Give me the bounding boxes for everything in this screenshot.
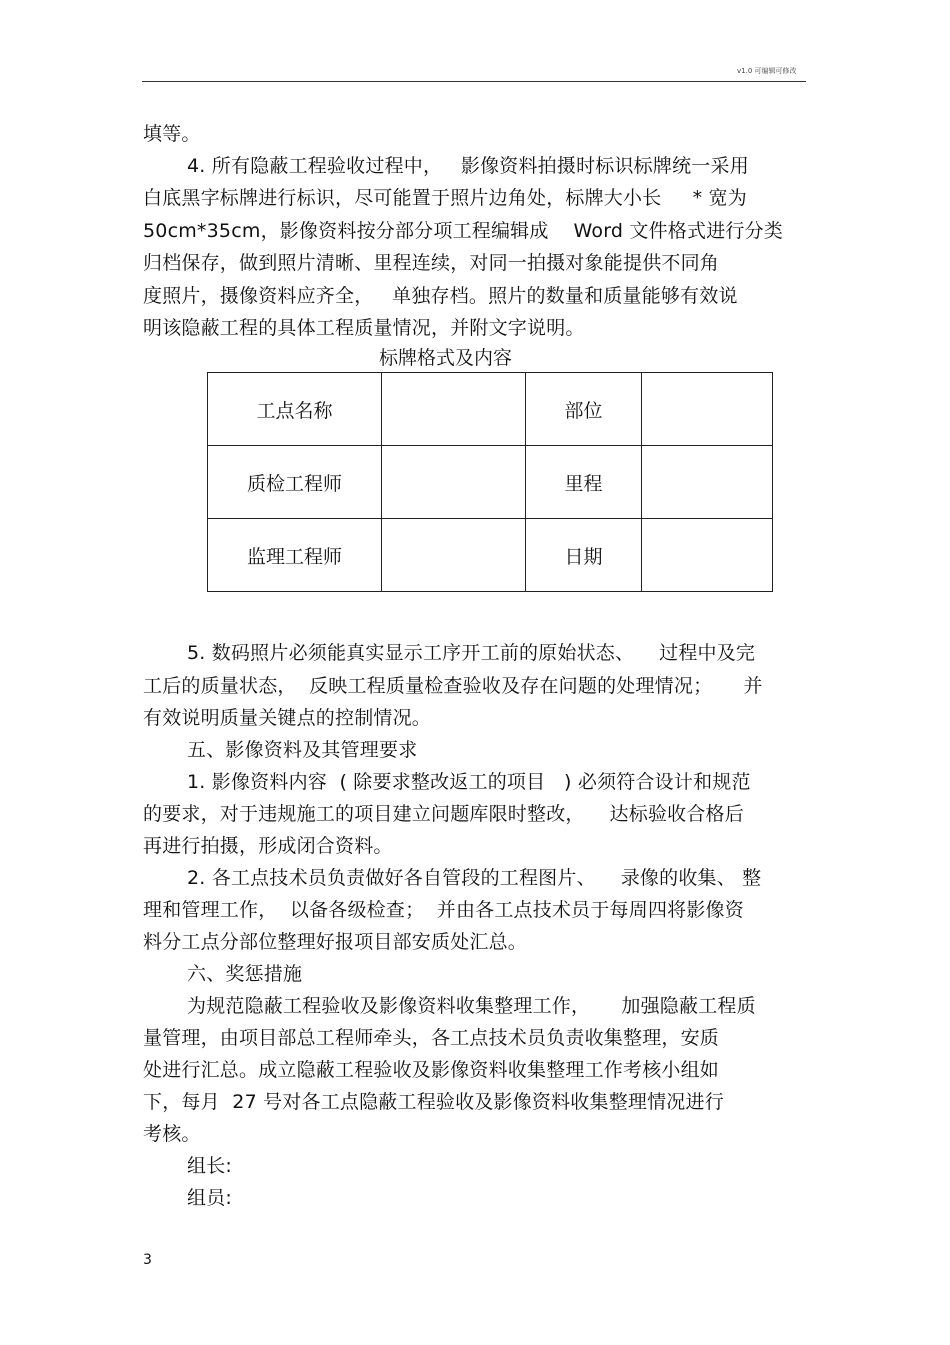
table-cell-blank (382, 446, 526, 519)
text-line: 的要求，对于违规施工的项目建立问题库限时整改， 达标验收合格后 (143, 803, 744, 825)
header-divider (142, 81, 806, 82)
table-cell-label: 工点名称 (208, 373, 382, 446)
page-number: 3 (143, 1252, 152, 1268)
table-row (208, 446, 773, 519)
text-line: 50cm*35cm，影像资料按分部分项工程编辑成 Word 文件格式进行分类 (143, 220, 783, 242)
table-cell-blank (382, 519, 526, 592)
table-cell-blank (642, 446, 773, 519)
text-line: 5. 数码照片必须能真实显示工序开工前的原始状态、 过程中及完 (187, 642, 756, 664)
text-line: 考核。 (143, 1123, 201, 1145)
text-line: 2. 各工点技术员负责做好各自管段的工程图片、 录像的收集、 整 (187, 867, 762, 889)
text-line: 料分工点分部位整理好报项目部安质处汇总。 (143, 931, 528, 953)
group-leader-label: 组长: (187, 1155, 233, 1177)
text-line: 4. 所有隐蔽工程验收过程中， 影像资料拍摄时标识标牌统一采用 (187, 155, 749, 177)
text-line: 处进行汇总。成立隐蔽工程验收及影像资料收集整理工作考核小组如 (143, 1059, 720, 1081)
table-cell-label: 监理工程师 (208, 519, 382, 592)
text-line: 理和管理工作， 以备各级检查； 并由各工点技术员于每周四将影像资 (143, 899, 744, 921)
text-line: 度照片，摄像资料应齐全， 单独存档。照片的数量和质量能够有效说 (143, 285, 738, 307)
text-line: 1. 影像资料内容 ( 除要求整改返工的项目 ) 必须符合设计和规范 (187, 771, 751, 793)
text-line: 为规范隐蔽工程验收及影像资料收集整理工作， 加强隐蔽工程质 (187, 995, 756, 1017)
section-heading: 六、奖惩措施 (187, 963, 303, 985)
text-line: 明该隐蔽工程的具体工程质量情况，并附文字说明。 (143, 317, 585, 339)
table-cell-label: 部位 (526, 373, 642, 446)
table-cell-label: 质检工程师 (208, 446, 382, 519)
text-line: 量管理，由项目部总工程师牵头，各工点技术员负责收集整理，安质 (143, 1027, 720, 1049)
table-cell-blank (642, 519, 773, 592)
text-line: 归档保存，做到照片清晰、里程连续，对同一拍摄对象能提供不同角 (143, 252, 720, 274)
group-members-label: 组员: (187, 1187, 233, 1209)
section-heading: 五、影像资料及其管理要求 (187, 739, 418, 761)
text-line: 有效说明质量关键点的控制情况。 (143, 707, 432, 729)
table-cell-blank (382, 373, 526, 446)
header-version-note: v1.0 可编辑可修改 (737, 67, 797, 75)
table-row (208, 519, 773, 592)
table-cell-blank (642, 373, 773, 446)
text-line: 填等。 (143, 123, 201, 145)
table-cell-label: 里程 (526, 446, 642, 519)
text-line: 下，每月 27 号对各工点隐蔽工程验收及影像资料收集整理情况进行 (143, 1091, 724, 1113)
table-caption: 标牌格式及内容 (379, 347, 513, 369)
text-line: 白底黑字标牌进行标识，尽可能置于照片边角处，标牌大小长 * 宽为 (143, 187, 747, 209)
table-cell-label: 日期 (526, 519, 642, 592)
sign-format-table (207, 372, 773, 592)
table-row (208, 373, 773, 446)
text-line: 再进行拍摄，形成闭合资料。 (143, 835, 393, 857)
text-line: 工后的质量状态， 反映工程质量检查验收及存在问题的处理情况； 并 (143, 675, 763, 697)
